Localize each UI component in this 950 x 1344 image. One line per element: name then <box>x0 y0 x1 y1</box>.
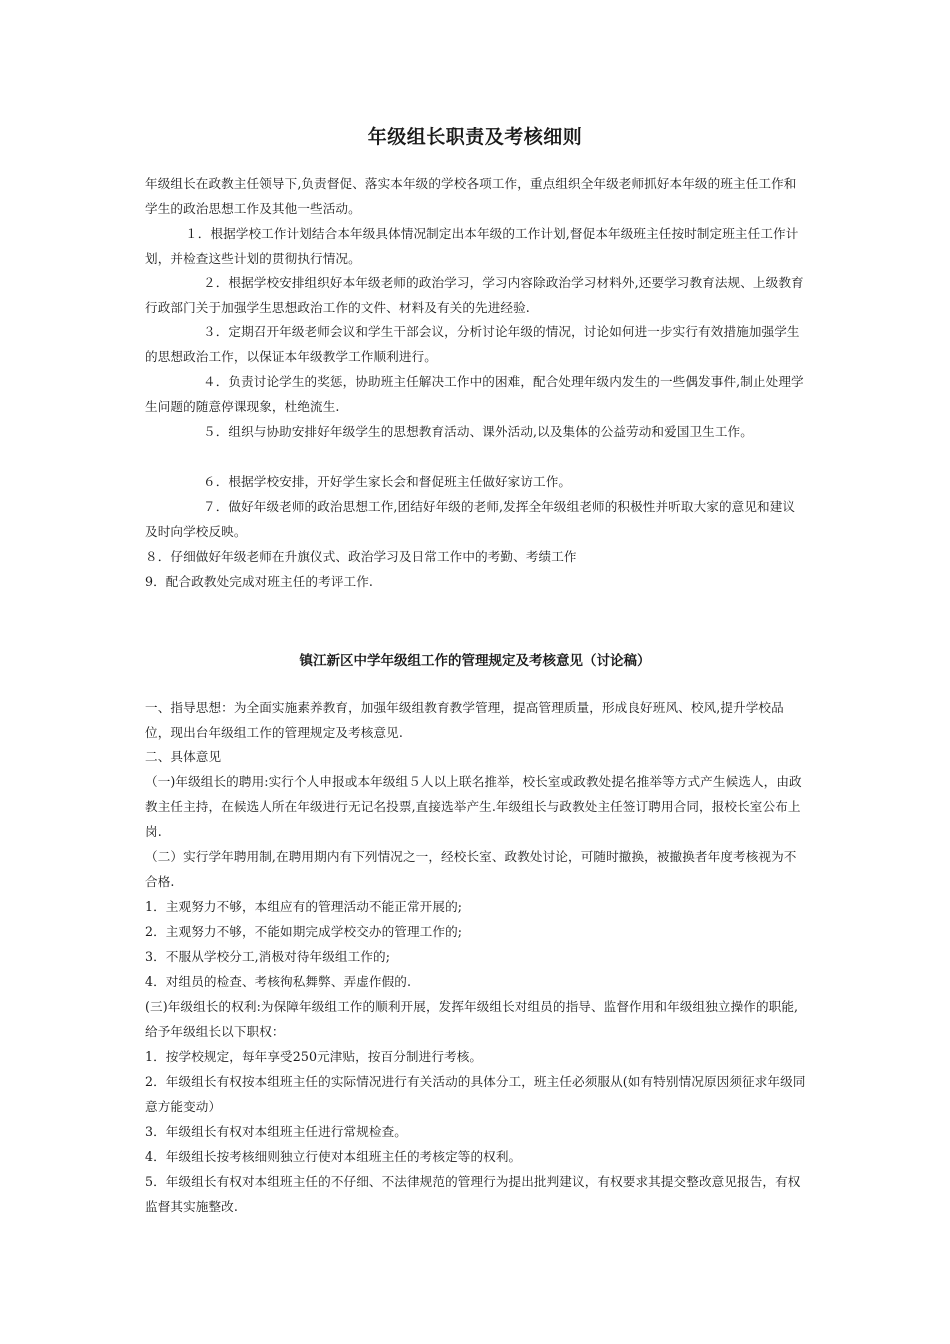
list-item: 5．年级组长有权对本组班主任的不仔细、不法律规范的管理行为提出批判建议，有权要求其提交整改意见报告，有权监督其实施整改. <box>145 1174 801 1214</box>
guiding-principle: 一、指导思想：为全面实施素养教育，加强年级组教育教学管理，提高管理质量，形成良好班风、校风,提升学校品位，现出台年级组工作的管理规定及考核意见. <box>145 700 784 740</box>
list-item: 3．年级组长有权对本组班主任进行常规检查。 <box>145 1124 407 1139</box>
duty-item: 9．配合政教处完成对班主任的考评工作. <box>145 574 374 589</box>
duty-item: ３．定期召开年级老师会议和学生干部会议，分析讨论年级的情况，讨论如何进一步实行有效措施加强学生的思想政治工作，以保证本年级教学工作顺利进行。 <box>145 324 800 364</box>
list-item: 3．不服从学校分工,消极对待年级组工作的; <box>145 949 391 964</box>
clause-term: （二）实行学年聘用制,在聘用期内有下列情况之一，经校长室、政教处讨论，可随时撤换，被撤换者年度考核视为不合格. <box>145 849 797 889</box>
list-item: 2．主观努力不够，不能如期完成学校交办的管理工作的; <box>145 924 463 939</box>
duty-item: ２．根据学校安排组织好本年级老师的政治学习，学习内容除政治学习材料外,还要学习教育法规、上级教育行政部门关于加强学生思想政治工作的文件、材料及有关的先进经验. <box>145 275 804 315</box>
duty-item: ４．负责讨论学生的奖惩，协助班主任解决工作中的困难，配合处理年级内发生的一些偶发事件,制止处理学生问题的随意停课现象，杜绝流生. <box>145 374 804 414</box>
list-item: 4．对组员的检查、考核徇私舞弊、弄虚作假的. <box>145 974 412 989</box>
list-item: 4．年级组长按考核细则独立行使对本组班主任的考核定等的权利。 <box>145 1149 522 1164</box>
duty-item: ６．根据学校安排，开好学生家长会和督促班主任做好家访工作。 <box>203 474 572 489</box>
list-item: 2．年级组长有权按本组班主任的实际情况进行有关活动的具体分工，班主任必须服从(如有特别情况原因须征求年级同意方能变动） <box>145 1074 806 1114</box>
duty-item: ７．做好年级老师的政治思想工作,团结好年级的老师,发挥全年级组老师的积极性并听取大家的意见和建议及时向学校反映。 <box>145 499 796 539</box>
list-item: 1．按学校规定，每年享受250元津贴，按百分制进行考核。 <box>145 1049 483 1064</box>
list-item: 1．主观努力不够，本组应有的管理活动不能正常开展的; <box>145 899 463 914</box>
clause-appointment: （一)年级组长的聘用:实行个人申报或本年级组５人以上联名推举，校长室或政教处提名推举等方式产生候选人，由政教主任主持，在候选人所在年级进行无记名投票,直接选举产生.年级组长与政教处主任签订聘用合同，报校长室公布上岗. <box>145 774 802 839</box>
clause-rights: (三)年级组长的权利:为保障年级组工作的顺利开展，发挥年级组长对组员的指导、监督作用和年级组独立操作的职能,给予年级组长以下职权： <box>145 999 799 1039</box>
duty-item: ５．组织与协助安排好年级学生的思想教育活动、课外活动,以及集体的公益劳动和爱国卫生工作。 <box>203 424 753 439</box>
intro-paragraph: 年级组长在政教主任领导下,负责督促、落实本年级的学校各项工作，重点组织全年级老师抓好本年级的班主任工作和学生的政治思想工作及其他一些活动。 <box>145 176 797 216</box>
section-title: 镇江新区中学年级组工作的管理规定及考核意见（讨论稿） <box>299 653 651 669</box>
section-heading: 二、具体意见 <box>145 749 222 764</box>
document-title: 年级组长职责及考核细则 <box>367 126 583 148</box>
duty-item: ８．仔细做好年级老师在升旗仪式、政治学习及日常工作中的考勤、考绩工作 <box>145 549 577 564</box>
duty-item: １．根据学校工作计划结合本年级具体情况制定出本年级的工作计划,督促本年级班主任按时制定班主任工作计划，并检查这些计划的贯彻执行情况。 <box>145 226 799 266</box>
